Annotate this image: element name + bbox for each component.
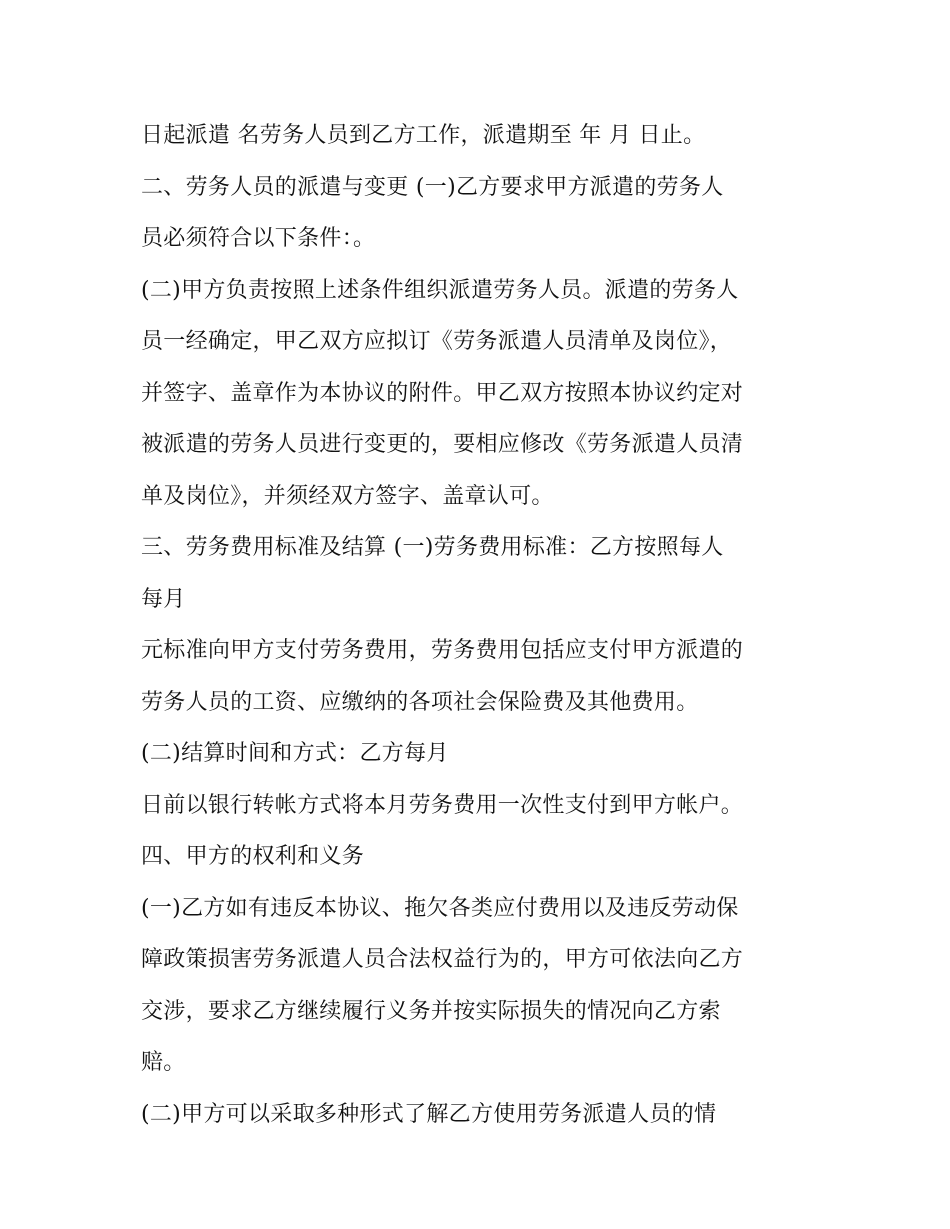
text-line: 员必须符合以下条件：。 (141, 226, 376, 251)
text-line: 日起派遣 名劳务人员到乙方工作，派遣期至 年 月 日止。 (141, 123, 706, 148)
text-line: 障政策损害劳务派遣人员合法权益行为的，甲方可依法向乙方 (141, 947, 744, 972)
section-heading-line: 四、甲方的权利和义务 (141, 844, 365, 869)
text-line: 每月 (141, 586, 186, 612)
section-heading-line: 三、劳务费用标准及结算 (一)劳务费用标准：乙方按照每人 (141, 535, 724, 560)
text-line: 劳务人员的工资、应缴纳的各项社会保险费及其他费用。 (141, 689, 699, 715)
text-line: 员一经确定，甲乙双方应拟订《劳务派遣人员清单及岗位》， (141, 329, 733, 354)
text-line: (二)结算时间和方式：乙方每月 (141, 741, 449, 766)
text-line: 元标准向甲方支付劳务费用，劳务费用包括应支付甲方派遣的 (141, 638, 744, 663)
text-line: 单及岗位》，并须经双方签字、盖章认可。 (141, 483, 554, 509)
text-line: 赔。 (141, 1050, 186, 1075)
text-line: 并签字、盖章作为本协议的附件。甲乙双方按照本协议约定对 (141, 380, 744, 406)
text-line: (二)甲方可以采取多种形式了解乙方使用劳务派遣人员的情 (141, 1101, 717, 1127)
text-line: (二)甲方负责按照上述条件组织派遣劳务人员。派遣的劳务人 (141, 277, 739, 303)
document-body (141, 110, 821, 1140)
text-line: 日前以银行转帐方式将本月劳务费用一次性支付到甲方帐户。 (141, 792, 744, 818)
text-line: 交涉，要求乙方继续履行义务并按实际损失的情况向乙方索 (141, 998, 721, 1024)
text-line: 被派遣的劳务人员进行变更的，要相应修改《劳务派遣人员清 (141, 432, 744, 457)
section-heading-line: 二、劳务人员的派遣与变更 (一)乙方要求甲方派遣的劳务人 (141, 174, 724, 200)
text-line: (一)乙方如有违反本协议、拖欠各类应付费用以及违反劳动保 (141, 895, 739, 921)
